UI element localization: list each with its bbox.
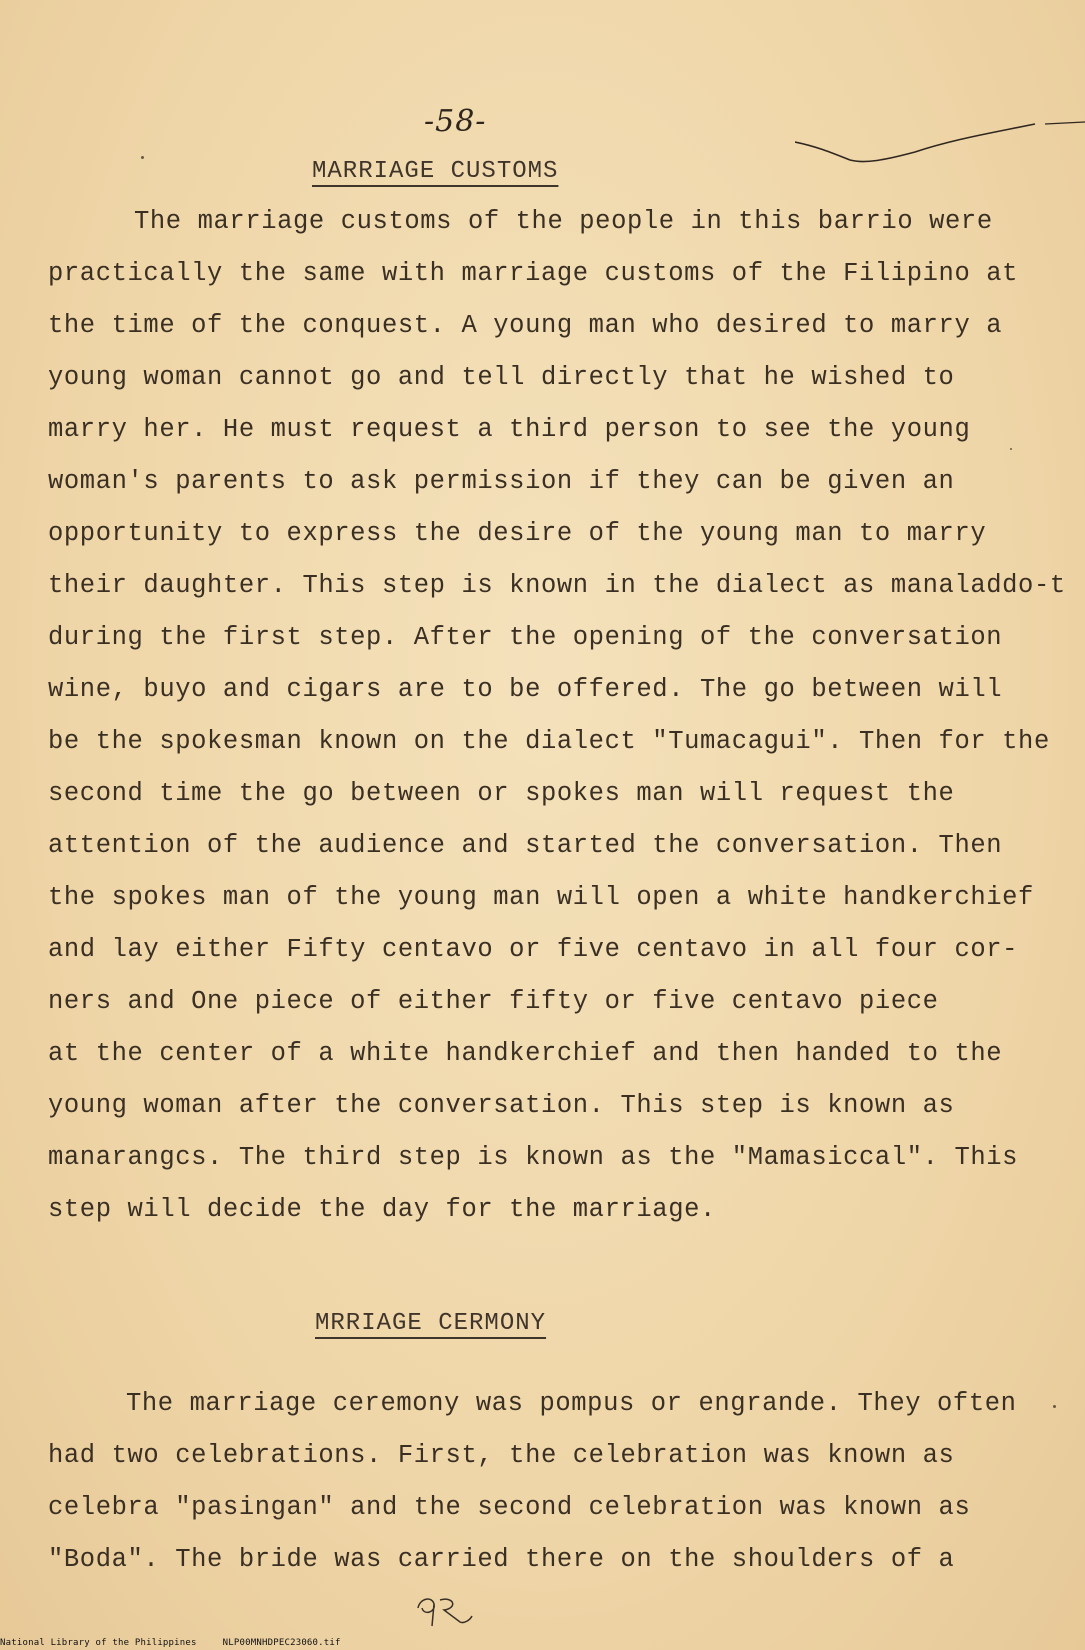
text-line: attention of the audience and started the conversation. Then xyxy=(48,831,1003,860)
text-line: practically the same with marriage customs of the Filipino at xyxy=(48,259,1019,288)
text-line: the time of the conquest. A young man who desired to marry a xyxy=(48,311,1003,340)
text-line: opportunity to express the desire of the young man to marry xyxy=(48,519,987,548)
handwritten-initials xyxy=(410,1590,480,1630)
text-line: be the spokesman known on the dialect "Tumacagui". Then for the xyxy=(48,727,1050,756)
text-line: young woman after the conversation. This step is known as xyxy=(48,1091,955,1120)
footer-library: National Library of the Philippines xyxy=(0,1638,197,1648)
text-line: and lay either Fifty centavo or five centavo in all four cor- xyxy=(48,935,1019,964)
text-line: The marriage ceremony was pompus or engrande. They often xyxy=(126,1389,1017,1418)
ink-speck xyxy=(141,156,144,159)
text-line: young woman cannot go and tell directly that he wished to xyxy=(48,363,955,392)
text-line: celebra "pasingan" and the second celebration was known as xyxy=(48,1493,971,1522)
text-line: second time the go between or spokes man will request the xyxy=(48,779,955,808)
text-line: during the first step. After the opening of the conversation xyxy=(48,623,1003,652)
text-line: "Boda". The bride was carried there on the shoulders of a xyxy=(48,1545,955,1574)
section-heading-marriage-ceremony: MRRIAGE CERMONY xyxy=(315,1310,547,1337)
pen-stroke-mark xyxy=(795,120,1085,180)
text-line: ners and One piece of either fifty or five centavo piece xyxy=(48,987,939,1016)
ink-speck xyxy=(1010,448,1012,450)
text-line: the spokes man of the young man will open a white handkerchief xyxy=(48,883,1034,912)
text-line: step will decide the day for the marriage. xyxy=(48,1195,716,1224)
section-heading-marriage-customs: MARRIAGE CUSTOMS xyxy=(312,158,559,185)
text-line: their daughter. This step is known in the dialect as manaladdo-t xyxy=(48,571,1066,600)
archive-footer xyxy=(0,1638,341,1648)
text-line: woman's parents to ask permission if they can be given an xyxy=(48,467,955,496)
text-line: at the center of a white handkerchief and then handed to the xyxy=(48,1039,1003,1068)
footer-filename: NLP00MNHDPEC23060.tif xyxy=(222,1638,341,1648)
page-number: -58- xyxy=(424,104,487,139)
text-line: had two celebrations. First, the celebration was known as xyxy=(48,1441,955,1470)
text-line: wine, buyo and cigars are to be offered. The go between will xyxy=(48,675,1003,704)
ink-speck xyxy=(1053,1405,1056,1408)
text-line: manarangcs. The third step is known as the "Mamasiccal". This xyxy=(48,1143,1019,1172)
text-line: marry her. He must request a third person to see the young xyxy=(48,415,971,444)
text-line: The marriage customs of the people in this barrio were xyxy=(134,207,993,236)
